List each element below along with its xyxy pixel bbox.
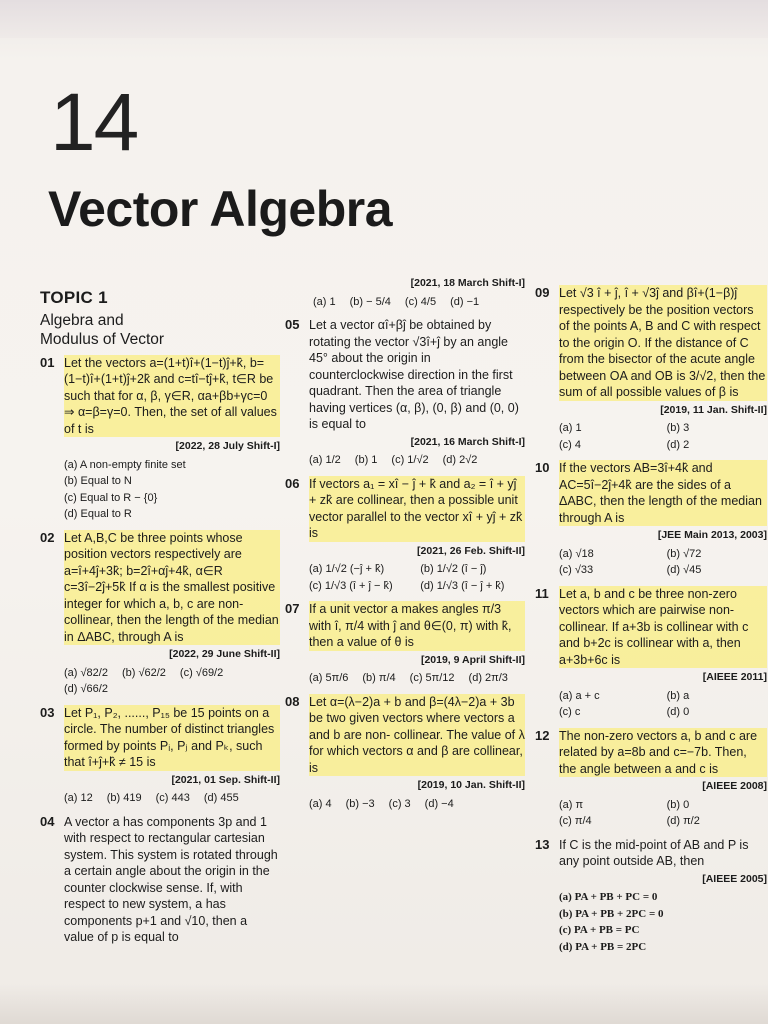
option-c: (c) √33 (559, 564, 594, 576)
question-options (559, 797, 767, 830)
question-number: 07 (285, 601, 300, 616)
question-number: 09 (535, 285, 550, 300)
question-options (309, 561, 525, 594)
option-d: (d) 2π/3 (468, 672, 508, 684)
option-d: (d) √45 (666, 564, 702, 576)
option-b: (b) √72 (666, 547, 702, 560)
option-d: (d) 2 (666, 438, 690, 451)
option-a: (a) 12 (64, 792, 93, 804)
option-b: (b) 0 (666, 798, 690, 811)
question-04 (40, 814, 280, 946)
question-source: [2019, 9 April Shift-II] (420, 653, 525, 666)
question-09 (535, 285, 767, 453)
question-text: Let P₁, P₂, ......, P₁₅ be 15 points on a circle. The number of distinct triangles formed by points Pᵢ, Pⱼ and Pₖ, such that î+ĵ+k̂ ≠ 15 is (64, 705, 280, 771)
chapter-title: Vector Algebra (48, 181, 393, 237)
option-a: (a) 5π/6 (309, 672, 349, 684)
option-a: (a) √18 (559, 547, 594, 560)
question-number: 06 (285, 475, 300, 491)
option-b: (b) 1/√2 (î − ĵ) (420, 563, 487, 575)
question-options (559, 688, 767, 721)
question-text: Let a, b and c be three non-zero vectors which are pairwise non-collinear. If a+3b is collinear with c and b+2c is collinear with a, then a+3b+6c is (559, 586, 767, 669)
option-d: (d) −4 (424, 797, 454, 810)
option-d: (d) Equal to R (64, 508, 132, 520)
question-text: If C is the mid-point of AB and P is any point outside AB, then (559, 837, 749, 868)
question-number: 11 (535, 585, 549, 601)
option-c: (c) 1/√3 (î + ĵ − k̂) (309, 579, 393, 592)
option-c: (c) c (559, 706, 581, 718)
option-c: (c) 443 (155, 792, 190, 804)
column-2 (285, 274, 525, 819)
question-11 (535, 586, 767, 721)
option-c: (c) PA + PB = PC (559, 924, 640, 936)
option-b: (b) π/4 (362, 672, 396, 684)
question-01 (40, 355, 280, 523)
question-number: 10 (535, 460, 550, 475)
question-12 (535, 728, 767, 830)
question-options (309, 796, 525, 813)
question-08 (285, 694, 525, 813)
option-d: (d) 455 (203, 792, 239, 804)
question-number: 03 (40, 704, 55, 720)
option-b: (b) −3 (345, 797, 375, 810)
option-b: (b) 1 (354, 454, 378, 466)
option-b: (b) 419 (106, 792, 142, 804)
option-c: (c) Equal to R − {0} (64, 491, 158, 504)
question-text: Let the vectors a=(1+t)î+(1−t)ĵ+k̂, b=(1−t)î+(1+t)ĵ+2k̂ and c=tî−tĵ+k̂, t∈R be such that for α, β, γ∈R, αa+βb+γc=0 ⇒ α=β=γ=0. Then, the set of all values of t is (64, 355, 280, 438)
question-source: [2022, 29 June Shift-II] (169, 648, 280, 660)
question-text: A vector a has components 3p and 1 with respect to rectangular cartesian system. This system is rotated through a certain angle about the origin in the counter clockwise sense. If, with respect to new system, a has components p+1 and √10, then a value of p is equal to (64, 814, 278, 944)
question-options (64, 665, 280, 698)
question-number: 01 (40, 354, 55, 370)
question-source: [JEE Main 2013, 2003] (657, 529, 767, 541)
question-options (559, 420, 767, 453)
option-c: (c) 3 (388, 797, 411, 810)
question-05 (285, 317, 525, 469)
question-04-continued (285, 275, 525, 310)
question-number: 13 (535, 836, 550, 852)
question-options (559, 546, 767, 579)
question-source: [2019, 10 Jan. Shift-II] (417, 779, 525, 791)
topic-title-line1: Algebra and (40, 311, 124, 329)
question-source: [2021, 26 Feb. Shift-II] (417, 544, 525, 557)
option-d: (d) 1/√3 (î − ĵ + k̂) (420, 579, 505, 592)
question-text: If the vectors AB=3î+4k̂ and AC=5î−2ĵ+4k̂ are the sides of a ΔABC, then the length of the median through A is (559, 460, 767, 526)
question-source: [2021, 01 Sep. Shift-II] (171, 773, 280, 786)
question-source: [2022, 28 July Shift-I] (175, 440, 280, 452)
question-number: 05 (285, 317, 300, 332)
option-a: (a) A non-empty finite set (64, 458, 186, 471)
option-a: (a) 1 (313, 295, 336, 308)
question-number: 02 (40, 529, 55, 545)
option-b: (b) PA + PB + 2PC = 0 (559, 907, 664, 920)
option-c: (c) 4 (559, 438, 581, 451)
question-source: [AIEEE 2011] (702, 671, 767, 683)
question-number: 08 (285, 693, 300, 709)
option-d: (d) 0 (666, 706, 690, 718)
page-bottom-shadow (0, 984, 768, 1024)
question-source: [AIEEE 2008] (702, 780, 767, 792)
question-text: Let √3 î + ĵ, î + √3ĵ and βî+(1−β)ĵ respectively be the position vectors of the points A, B and C with respect to the origin O. If the distance of C from the bisector of the acute angle between OA and OB is 3/√2, then the sum of all possible values of β is (559, 286, 766, 399)
option-b: (b) − 5/4 (349, 295, 391, 308)
question-source: [2021, 16 March Shift-I] (410, 435, 525, 448)
option-a: (a) 4 (309, 797, 332, 810)
option-a: (a) a + c (559, 689, 600, 702)
option-b: (b) a (666, 689, 690, 702)
question-options (64, 457, 280, 523)
option-c: (c) 1/√2 (391, 454, 429, 466)
question-text: Let α=(λ−2)a + b and β=(4λ−2)a + 3b be two given vectors where vectors a and b are non- collinear. The value of λ for which vectors α and β are collinear, is (309, 694, 525, 775)
question-text: Let A,B,C be three points whose position vectors respectively are a=î+4ĵ+3k̂; b=2î+αĵ+4k̂, α∈R c=3î−2ĵ+5k̂ If α is the smallest positive integer for which a, b, c are non-collinear, then the length of the median in ΔABC, through A is (64, 530, 279, 644)
option-d: (d) √66/2 (64, 683, 108, 695)
topic-title-line2: Modulus of Vector (40, 330, 165, 348)
option-a: (a) 1 (559, 422, 582, 434)
option-a: (a) π (559, 798, 584, 811)
column-1 (40, 290, 280, 953)
option-b: (b) Equal to N (64, 475, 132, 487)
chapter-number: 14 (50, 77, 138, 168)
question-options (64, 790, 280, 807)
question-03 (40, 705, 280, 807)
topic-title (40, 311, 280, 349)
option-d: (d) PA + PB = 2PC (559, 940, 647, 953)
option-d: (d) 2√2 (442, 454, 478, 466)
question-source: [2019, 11 Jan. Shift-II] (660, 403, 767, 416)
page-top-edge (0, 0, 768, 38)
question-13 (535, 837, 767, 956)
question-text: If vectors a₁ = xî − ĵ + k̂ and a₂ = î + yĵ + zk̂ are collinear, then a possible unit vector parallel to the vector xî + yĵ + zk̂ is (309, 476, 525, 542)
option-a: (a) 1/√2 (−ĵ + k̂) (309, 563, 385, 575)
option-d: (d) π/2 (666, 815, 700, 827)
question-text: If a unit vector a makes angles π/3 with î, π/4 with ĵ and θ∈(0, π) with k̂, then a value of θ is (309, 601, 525, 651)
option-b: (b) √62/2 (121, 666, 166, 679)
topic-label: TOPIC 1 (40, 288, 108, 307)
question-07 (285, 601, 525, 687)
question-source: [AIEEE 2005] (702, 872, 767, 885)
option-c: (c) π/4 (559, 815, 592, 827)
question-10 (535, 460, 767, 579)
option-c: (c) 5π/12 (409, 672, 455, 684)
question-options (559, 889, 767, 955)
option-c: (c) √69/2 (179, 666, 224, 679)
option-a: (a) 1/2 (309, 454, 341, 466)
question-options (313, 294, 525, 311)
option-a: (a) PA + PB + PC = 0 (559, 891, 658, 903)
option-c: (c) 4/5 (404, 295, 437, 308)
option-d: (d) −1 (450, 295, 480, 308)
question-02 (40, 530, 280, 698)
question-source: [2021, 18 March Shift-I] (410, 277, 525, 289)
question-options (309, 452, 525, 469)
question-number: 12 (535, 727, 550, 743)
question-options (309, 670, 525, 687)
question-text: The non-zero vectors a, b and c are related by a=8b and c=−7b. Then, the angle between a and c is (559, 728, 767, 778)
question-text: Let a vector αî+βĵ be obtained by rotating the vector √3î+ĵ by an angle 45° about the origin in counterclockwise direction in the first quadrant. Then the area of triangle having vertices (α, β), (0, β) and (0, 0) is equal to (309, 318, 519, 431)
option-a: (a) √82/2 (64, 666, 108, 679)
question-06 (285, 476, 525, 595)
column-3 (535, 285, 767, 962)
option-b: (b) 3 (666, 422, 690, 434)
question-number: 04 (40, 813, 55, 829)
